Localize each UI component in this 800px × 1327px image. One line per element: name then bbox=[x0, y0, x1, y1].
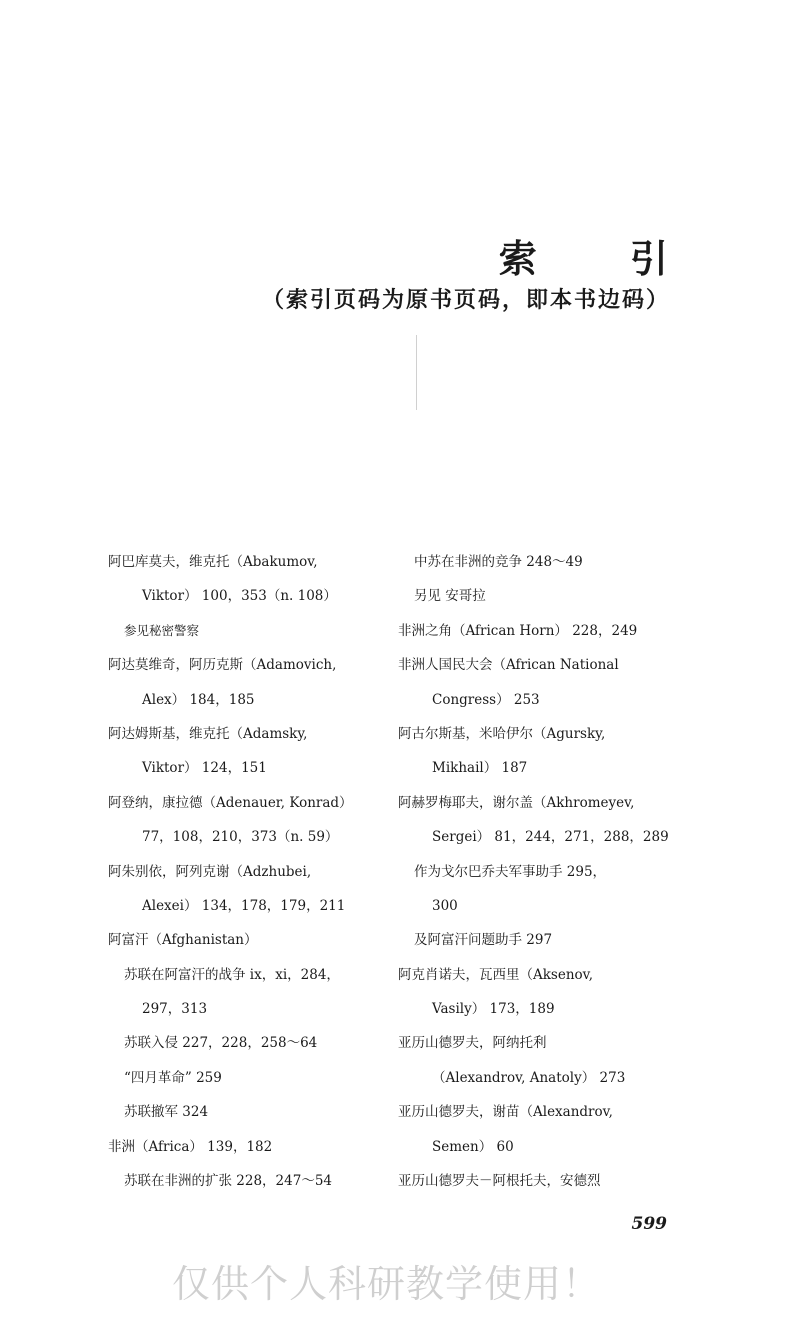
index-entry-line: Alex） 184，185 bbox=[142, 691, 255, 708]
index-entry-line: Sergei） 81，244，271，288，289 bbox=[432, 829, 669, 846]
index-entry-line: 及阿富汗问题助手 297 bbox=[414, 932, 553, 949]
index-entry-line: 阿富汗（Afghanistan） bbox=[108, 932, 258, 949]
index-entry-line: “四月革命” 259 bbox=[124, 1069, 222, 1086]
index-entry-line: Viktor） 124，151 bbox=[142, 760, 267, 777]
index-entry-line: 苏联在非洲的扩张 228，247～54 bbox=[124, 1173, 333, 1190]
index-entry-line: 阿巴库莫夫，维克托（Abakumov, bbox=[108, 554, 318, 570]
index-entry-line: 亚历山德罗夫，谢苗（Alexandrov, bbox=[398, 1104, 613, 1121]
index-entry-line: 苏联入侵 227，228，258～64 bbox=[124, 1035, 318, 1052]
page-title: 索 引 bbox=[498, 236, 708, 281]
index-entry-line: 中苏在非洲的竞争 248～49 bbox=[414, 554, 583, 570]
watermark: 仅供个人科研教学使用！ bbox=[172, 1262, 602, 1306]
index-entry-line: 亚历山德罗夫－阿根托夫，安德烈 bbox=[398, 1173, 601, 1190]
index-column-right bbox=[398, 545, 668, 1198]
index-entry-line: 297，313 bbox=[142, 1001, 208, 1018]
index-entry-line: （Alexandrov, Anatoly） 273 bbox=[432, 1069, 626, 1086]
scan-artifact-line bbox=[416, 335, 417, 410]
index-entry-line: 阿赫罗梅耶夫，谢尔盖（Akhromeyev, bbox=[398, 794, 635, 811]
index-entry-line: Congress） 253 bbox=[432, 691, 540, 708]
index-entry-line: 阿古尔斯基，米哈伊尔（Agursky, bbox=[398, 725, 606, 742]
index-entry-line: 作为戈尔巴乔夫军事助手 295， bbox=[414, 863, 607, 880]
index-entry-line: Semen） 60 bbox=[432, 1138, 514, 1155]
index-entry-line: 非洲人国民大会（African National bbox=[398, 657, 619, 674]
index-entry-line: 非洲之角（African Horn） 228，249 bbox=[398, 622, 638, 639]
index-entry-line: 参见秘密警察 bbox=[124, 622, 200, 638]
index-entry-line: 另见 安哥拉 bbox=[414, 588, 486, 605]
index-entry-line: 苏联撤军 324 bbox=[124, 1104, 209, 1121]
page-subtitle: （索引页码为原书页码，即本书边码） bbox=[261, 287, 670, 313]
index-column-left bbox=[108, 545, 378, 1198]
index-entry-line: 阿朱别依，阿列克谢（Adzhubei, bbox=[108, 863, 312, 880]
index-entry-line: Mikhail） 187 bbox=[432, 760, 528, 777]
page-number: 599 bbox=[631, 1214, 667, 1234]
index-entry-line: 亚历山德罗夫，阿纳托利 bbox=[398, 1035, 547, 1052]
index-entry-line: 苏联在阿富汗的战争 ix，xi，284， bbox=[124, 966, 340, 983]
index-entry-line: Alexei） 134，178，179，211 bbox=[142, 897, 346, 914]
index-entry-line: 77，108，210，373（n. 59） bbox=[142, 829, 339, 846]
index-entry-line: Vasily） 173，189 bbox=[432, 1001, 555, 1018]
index-entry-line: 阿达莫维奇，阿历克斯（Adamovich, bbox=[108, 657, 337, 674]
index-entry-line: 300 bbox=[432, 897, 458, 914]
index-entry-line: 阿克肖诺夫，瓦西里（Aksenov, bbox=[398, 966, 593, 983]
index-entry-line: Viktor） 100，353（n. 108） bbox=[142, 588, 337, 605]
index-entry-line: 非洲（Africa） 139，182 bbox=[108, 1138, 273, 1155]
index-entry-line: 阿达姆斯基，维克托（Adamsky, bbox=[108, 725, 308, 742]
index-entry-line: 阿登纳，康拉德（Adenauer, Konrad） bbox=[108, 794, 353, 811]
